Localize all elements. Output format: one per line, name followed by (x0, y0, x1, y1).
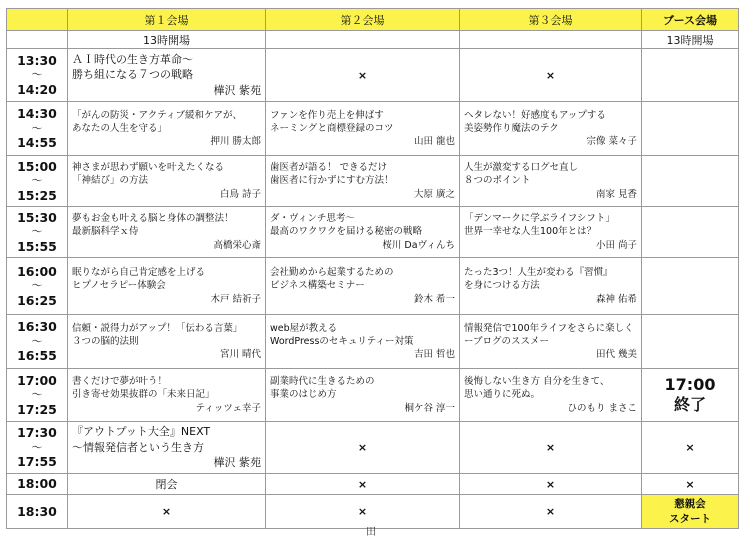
opening-row (7, 31, 739, 49)
closing-cross-hall2: × (266, 474, 460, 495)
session-title: 副業時代に生きるための 事業のはじめ方 (270, 376, 375, 401)
party-line1: 懇親会 (674, 497, 706, 510)
booth-end-time: 17:00 (664, 375, 716, 394)
session-title: 「デンマークに学ぶライフシフト」 世界一幸せな人生100年とは？ (464, 213, 615, 238)
session-title: ヘタレない！好感度もアップする 美姿勢作り魔法のテク (464, 109, 606, 134)
header-hall3: 第３会場 (460, 9, 642, 31)
session-hall2 (266, 156, 460, 207)
footer-mark: 田 (366, 527, 376, 538)
session-hall3 (460, 315, 642, 369)
start-time: 16:30 (17, 319, 57, 334)
session-row (7, 315, 739, 369)
booth-empty-cell (642, 156, 739, 207)
end-time: 15:55 (17, 238, 57, 254)
party-cross-hall2: × (266, 495, 460, 529)
session-title: たった3つ！人生が変わる『習慣』 を身につける方法 (464, 267, 613, 292)
session-speaker: 白鳥 詩子 (219, 188, 261, 200)
time-cell (7, 258, 68, 315)
session-hall1 (68, 315, 266, 369)
booth-empty-cell (642, 102, 739, 156)
session-hall1 (68, 49, 266, 102)
no-session-booth: × (642, 422, 739, 474)
session-speaker: 南家 見香 (595, 188, 637, 200)
session-speaker: ティッツェ幸子 (195, 402, 261, 414)
tilde: 〜 (31, 174, 43, 188)
session-hall2 (266, 315, 460, 369)
opening-booth: 13時開場 (642, 31, 739, 49)
start-time: 17:00 (17, 372, 57, 388)
booth-empty-cell (642, 49, 739, 102)
session-hall3 (460, 102, 642, 156)
session-speaker: 森神 佑希 (595, 293, 637, 305)
session-row (7, 258, 739, 315)
session-speaker: ひのもり まさこ (567, 402, 637, 414)
session-speaker: 宗像 菜々子 (586, 136, 637, 148)
session-row (7, 102, 739, 156)
booth-end-label: 終了 (673, 395, 706, 414)
time-cell (7, 422, 68, 474)
session-speaker: 鈴木 希一 (413, 293, 455, 305)
start-time: 13:30 (17, 52, 57, 68)
booth-end-cell (642, 369, 739, 422)
tilde: 〜 (31, 440, 43, 454)
booth-empty-cell (642, 315, 739, 369)
header-hall1: 第１会場 (68, 9, 266, 31)
session-speaker: 押川 勝太郎 (210, 136, 261, 148)
session-title: 神さまが思わず願いを叶えたくなる 「神結び」の方法 (72, 162, 225, 187)
session-speaker: 木戸 結祈子 (210, 293, 261, 305)
session-title: 「がんの防災・アクティブ緩和ケアが、 あなたの人生を守る」 (72, 109, 242, 134)
session-speaker: 樺沢 紫苑 (213, 83, 261, 97)
session-speaker: 山田 龍也 (413, 136, 455, 148)
session-title: 『アウトプット大全』NEXT 〜情報発信者という生き方 (72, 425, 211, 454)
session-title: ＡＩ時代の生き方革命〜 勝ち組になる７つの戦略 (72, 52, 193, 82)
tilde: 〜 (31, 388, 43, 402)
closing-row (7, 474, 739, 495)
session-row (7, 369, 739, 422)
session-title: web屋が教える WordPressのセキュリティー対策 (270, 322, 414, 347)
closing-time: 18:00 (7, 474, 68, 495)
booth-empty-cell (642, 207, 739, 258)
session-hall3 (460, 258, 642, 315)
session-speaker: 吉田 哲也 (413, 349, 455, 361)
booth-empty-cell (642, 258, 739, 315)
start-time: 17:30 (17, 425, 57, 440)
session-rows (7, 49, 739, 474)
end-time: 17:25 (17, 401, 57, 417)
session-hall1 (68, 422, 266, 474)
party-start-cell (642, 495, 739, 529)
opening-hall1: 13時開場 (68, 31, 266, 49)
time-cell (7, 102, 68, 156)
closing-cross-hall3: × (460, 474, 642, 495)
end-time: 16:55 (17, 348, 57, 364)
no-session-hall3: × (460, 49, 642, 102)
party-cross-hall3: × (460, 495, 642, 529)
session-speaker: 宮川 晴代 (219, 349, 261, 361)
opening-hall3 (460, 31, 642, 49)
start-time: 14:30 (17, 106, 57, 121)
session-row (7, 156, 739, 207)
session-hall3 (460, 156, 642, 207)
session-hall1 (68, 207, 266, 258)
party-time: 18:30 (7, 495, 68, 529)
tilde: 〜 (31, 279, 43, 293)
session-speaker: 樺沢 紫苑 (213, 456, 261, 470)
session-hall1 (68, 156, 266, 207)
session-hall1 (68, 369, 266, 422)
tilde: 〜 (31, 121, 43, 135)
tilde: 〜 (31, 68, 43, 82)
session-hall3 (460, 369, 642, 422)
session-title: 信頼・説得力がアップ！「伝わる言葉」 ３つの脳的法則 (72, 322, 243, 347)
tilde: 〜 (31, 225, 43, 239)
tilde: 〜 (31, 334, 43, 348)
no-session-hall3: × (460, 422, 642, 474)
session-hall2 (266, 207, 460, 258)
party-cross-hall1: × (68, 495, 266, 529)
session-row (7, 207, 739, 258)
session-title: 書くだけで夢が叶う！ 引き寄せ効果抜群の「未来日記」 (72, 376, 215, 401)
session-speaker: 高橋栄心斎 (213, 239, 261, 251)
closing-cross-booth: × (642, 474, 739, 495)
session-row (7, 49, 739, 102)
end-time: 17:55 (17, 454, 57, 470)
closing-label: 閉会 (68, 474, 266, 495)
session-title: ファンを作り売上を伸ばす ネーミングと商標登録のコツ (270, 109, 394, 134)
end-time: 14:55 (17, 135, 57, 151)
session-title: 眠りながら自己肯定感を上げる ヒプノセラピー体験会 (72, 267, 206, 292)
session-title: 人生が激変する口グセ直し ８つのポイント (464, 162, 579, 187)
session-title: 後悔しない生き方 自分を生きて、 思い通りに死ぬ。 (464, 376, 610, 401)
time-cell (7, 207, 68, 258)
header-hall2: 第２会場 (266, 9, 460, 31)
no-session-hall2: × (266, 422, 460, 474)
schedule-table (6, 8, 739, 529)
session-hall2 (266, 369, 460, 422)
end-time: 14:20 (17, 81, 57, 97)
session-row (7, 422, 739, 474)
time-cell (7, 369, 68, 422)
session-speaker: 田代 幾美 (595, 349, 637, 361)
start-time: 15:30 (17, 209, 57, 225)
time-cell (7, 49, 68, 102)
start-time: 16:00 (17, 263, 57, 279)
session-speaker: 桜川 Daヴィんち (382, 239, 455, 251)
header-corner (7, 9, 68, 31)
header-row (7, 9, 739, 31)
header-booth: ブース会場 (642, 9, 739, 31)
session-title: ダ・ヴィンチ思考〜 最高のワクワクを届ける秘密の戦略 (270, 213, 423, 238)
session-speaker: 桐ケ谷 淳一 (404, 402, 455, 414)
session-hall1 (68, 258, 266, 315)
session-title: 会社勤めから起業するための ビジネス構築セミナー (270, 267, 394, 292)
opening-hall2 (266, 31, 460, 49)
session-hall2 (266, 258, 460, 315)
session-title: 情報発信で100年ライフをさらに楽しく ーブログのススメー (464, 322, 634, 347)
party-line2: スタート (669, 512, 711, 525)
session-title: 歯医者が語る！ できるだけ 歯医者に行かずにすむ方法！ (270, 162, 394, 187)
time-cell (7, 156, 68, 207)
session-title: 夢もお金も叶える脳と身体の調整法！ 最新脳科学ｘ侍 (72, 213, 234, 238)
session-hall2 (266, 102, 460, 156)
start-time: 15:00 (17, 158, 57, 174)
end-time: 15:25 (17, 187, 57, 203)
time-cell (7, 315, 68, 369)
session-hall1 (68, 102, 266, 156)
session-speaker: 小田 尚子 (595, 239, 637, 251)
session-hall3 (460, 207, 642, 258)
end-time: 16:25 (17, 292, 57, 308)
session-speaker: 大原 廣之 (413, 188, 455, 200)
opening-time-cell (7, 31, 68, 49)
no-session-hall2: × (266, 49, 460, 102)
